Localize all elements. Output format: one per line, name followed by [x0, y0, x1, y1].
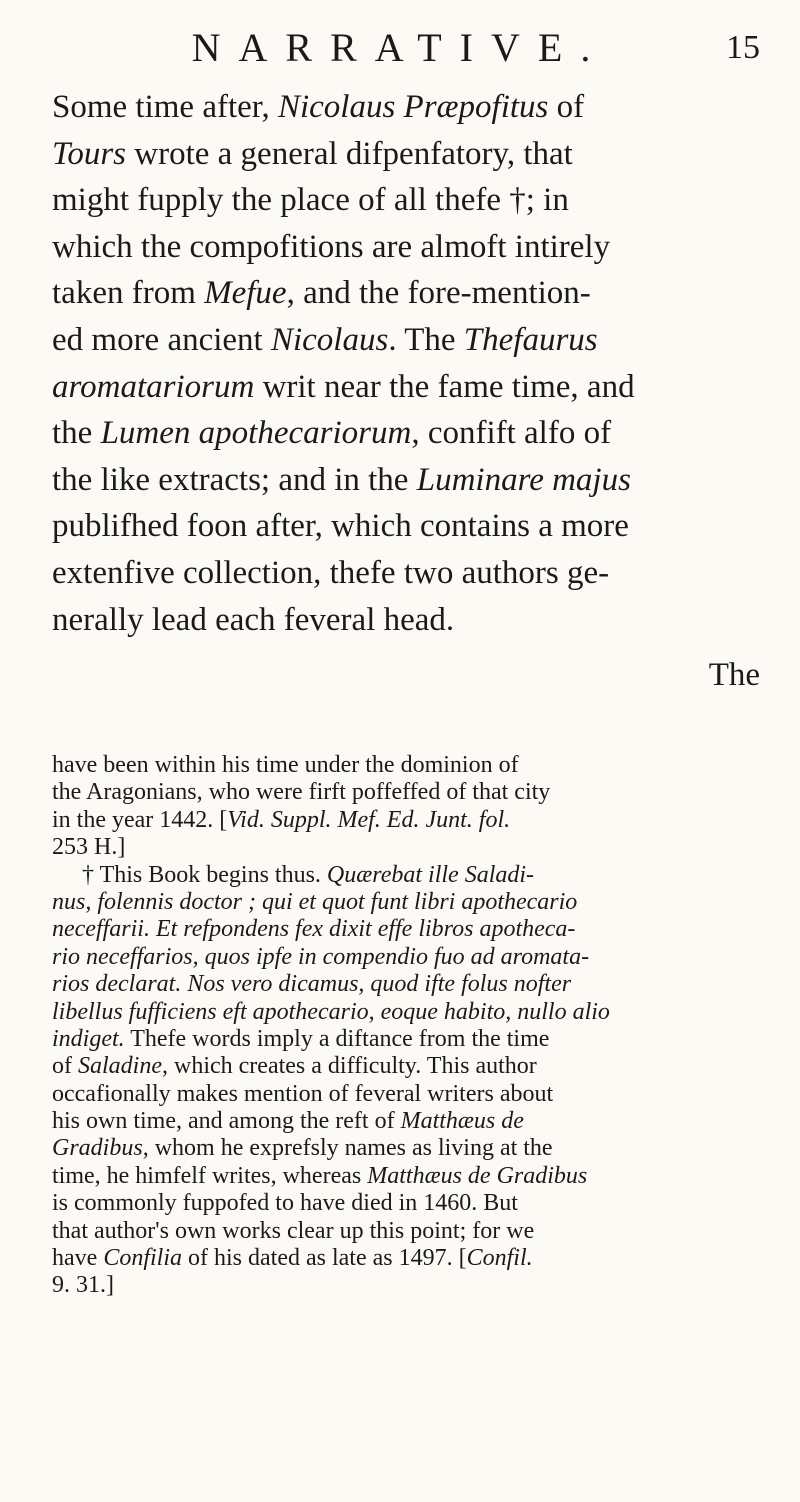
footnote-line — [52, 834, 770, 861]
footnote-line — [52, 944, 770, 971]
footnote-line — [52, 779, 770, 806]
italic-text: Nicolaus — [270, 321, 389, 358]
text-segment: have been within his time under the dominion of — [52, 752, 519, 778]
text-segment: . The — [388, 321, 464, 358]
text-segment: the — [52, 415, 101, 452]
text-line — [52, 410, 772, 457]
italic-text: indiget. — [52, 1025, 125, 1052]
footnote-line — [52, 1190, 770, 1217]
text-segment: extenfive collection, thefe two authors ge- — [52, 554, 610, 591]
footnotes — [52, 752, 770, 1300]
italic-text: Confilia — [103, 1245, 182, 1272]
footnote-line — [52, 1245, 770, 1272]
text-segment: the like extracts; and in the — [52, 461, 417, 498]
italic-text: nus, folennis doctor ; qui et quot funt libri apothecario — [52, 888, 578, 915]
italic-text: Quærebat ille Saladi- — [326, 861, 535, 888]
text-segment: , confift alfo of — [411, 415, 612, 452]
text-segment: in the year 1442. [ — [52, 806, 228, 833]
text-segment: writ near the fame time, and — [254, 368, 635, 405]
text-segment: , which creates a difficulty. This author — [162, 1053, 537, 1080]
footnote-line — [52, 752, 770, 779]
page-header — [40, 18, 760, 78]
text-line — [52, 317, 772, 364]
italic-text: aromatariorum — [52, 368, 255, 405]
text-segment: is commonly fuppofed to have died in 1460. But — [52, 1190, 518, 1217]
text-line — [52, 364, 772, 411]
text-segment: might fupply the place of all thefe †; in — [52, 182, 569, 219]
text-segment: , whom he exprefsly names as living at the — [142, 1135, 553, 1162]
italic-text: rios declarat. Nos vero dicamus, quod ifte folus nofter — [52, 971, 572, 998]
page-number: 15 — [726, 29, 760, 66]
footnote-line — [52, 1081, 770, 1108]
text-segment: his own time, and among the reft of — [52, 1108, 401, 1135]
text-segment: of his dated as late as 1497. [ — [182, 1245, 467, 1272]
text-segment: the Aragonians, who were firft poffeffed of that city — [52, 779, 551, 806]
text-line — [52, 457, 772, 504]
footnote-line — [52, 862, 770, 889]
text-segment: 9. 31.] — [52, 1272, 114, 1299]
text-line — [52, 224, 772, 271]
footnote-line — [52, 807, 770, 834]
text-line — [52, 177, 772, 224]
footnote-line — [52, 1163, 770, 1190]
footnote-line — [52, 1135, 770, 1162]
footnote-line — [52, 1272, 770, 1299]
italic-text: libellus fufficiens eft apothecario, eoque habito, nullo alio — [52, 998, 610, 1025]
text-segment: Thefe words imply a diftance from the time — [124, 1025, 550, 1052]
footnote-line — [52, 999, 770, 1026]
italic-text: Mefue — [204, 275, 287, 312]
text-segment: publifhed foon after, which contains a more — [52, 508, 629, 545]
text-line — [52, 270, 772, 317]
text-segment: taken from — [52, 275, 205, 312]
italic-text: Saladine — [78, 1053, 162, 1080]
italic-text: Matthæus de Gradibus — [367, 1162, 588, 1189]
text-segment: of — [548, 89, 585, 125]
text-segment: that author's own works clear up this point; for we — [52, 1217, 535, 1244]
running-title: NARRATIVE. — [191, 25, 609, 70]
italic-text: Confil. — [466, 1245, 533, 1272]
text-segment: 253 H.] — [52, 834, 126, 861]
text-line — [52, 131, 772, 178]
text-segment: nerally lead each feveral head. — [52, 601, 455, 638]
italic-text: Gradibus — [52, 1135, 143, 1162]
main-text — [52, 84, 772, 643]
text-segment: which the compofitions are almoft intirely — [52, 228, 611, 265]
text-segment: † This Book begins thus. — [82, 861, 327, 888]
catchword: The — [708, 657, 760, 693]
italic-text: Matthæus de — [400, 1108, 524, 1135]
footnote-line — [52, 1218, 770, 1245]
italic-text: Vid. Suppl. Mef. Ed. Junt. fol. — [227, 806, 511, 833]
text-line — [52, 550, 772, 597]
text-segment: ed more ancient — [52, 321, 271, 358]
text-segment: wrote a general difpenfatory, that — [126, 135, 573, 172]
text-segment: time, he himfelf writes, whereas — [52, 1162, 368, 1189]
italic-text: neceffarii. Et refpondens fex dixit effe libros apotheca- — [52, 916, 576, 943]
text-segment: occafionally makes mention of feveral writers about — [52, 1080, 554, 1107]
footnote-line — [52, 971, 770, 998]
italic-text: Thefaurus — [463, 321, 598, 358]
italic-text: Tours — [52, 135, 127, 172]
footnote-line — [52, 1026, 770, 1053]
text-segment: of — [52, 1053, 78, 1080]
text-segment: Some time after, — [52, 89, 278, 125]
footnote-line — [52, 1108, 770, 1135]
footnote-line — [52, 916, 770, 943]
text-line — [52, 84, 772, 131]
footnote-line — [52, 1053, 770, 1080]
italic-text: rio neceffarios, quos ipfe in compendio fuo ad aromata- — [52, 943, 590, 970]
italic-text: Nicolaus Præpofitus — [277, 89, 549, 125]
italic-text: Luminare majus — [416, 461, 631, 498]
footnote-line — [52, 889, 770, 916]
text-line — [52, 597, 772, 644]
text-line — [52, 503, 772, 550]
italic-text: Lumen apothecariorum — [100, 415, 412, 452]
text-segment: , and the fore-mention- — [286, 275, 591, 312]
text-segment: have — [52, 1245, 104, 1272]
